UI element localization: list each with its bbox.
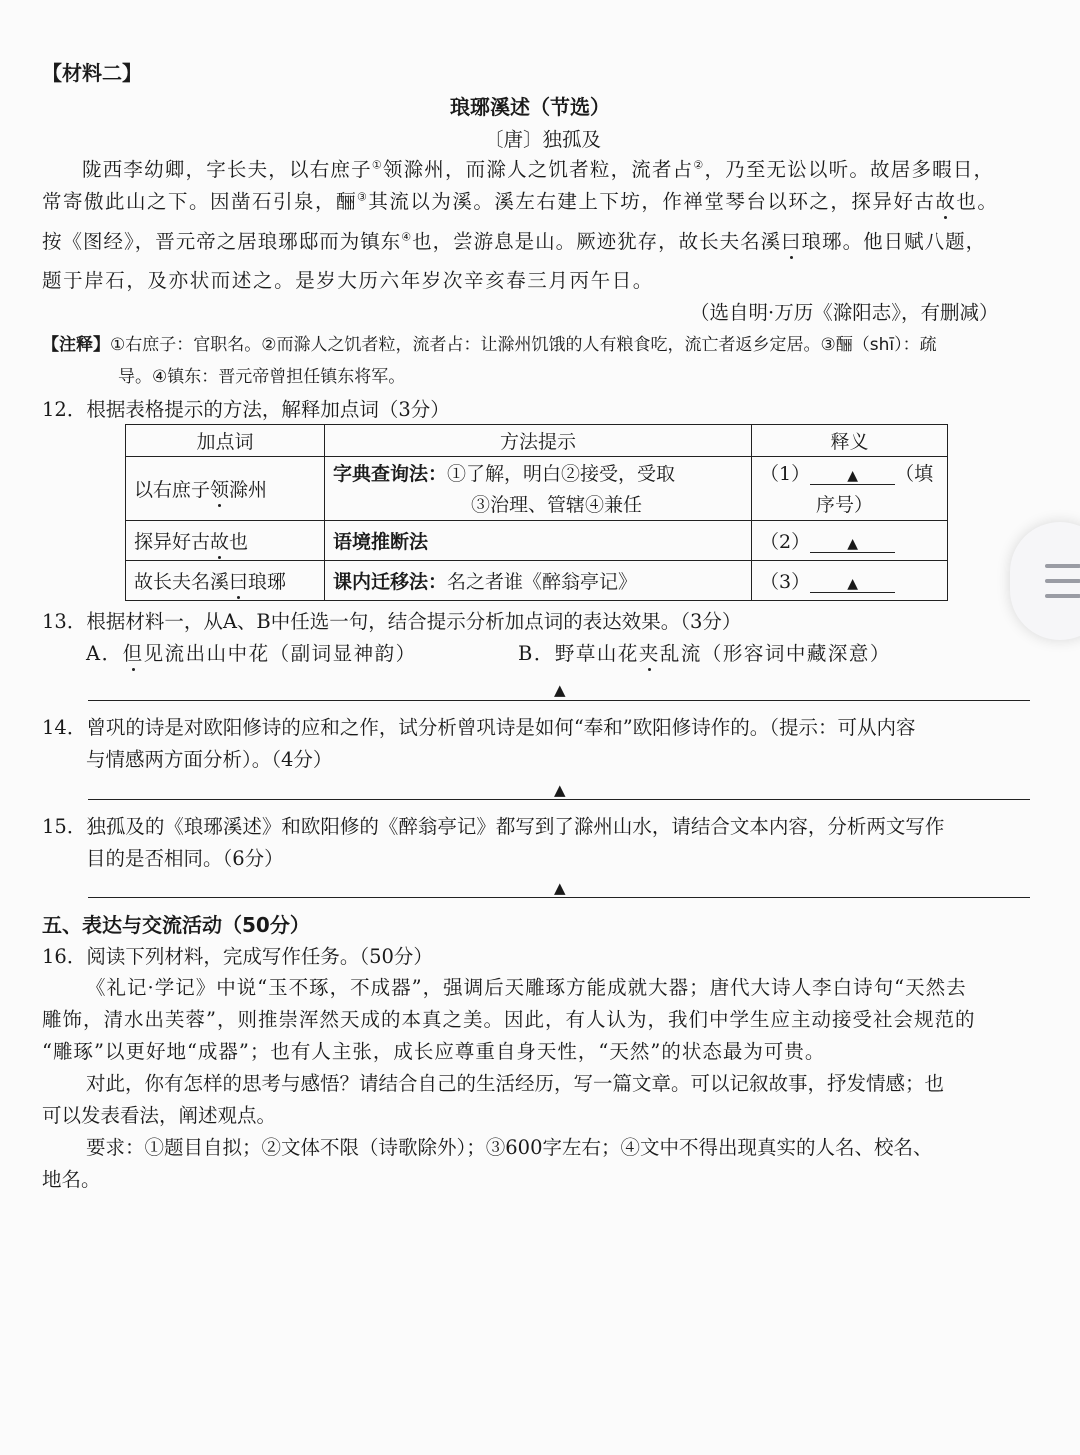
dotted-word-yue: 曰 — [781, 230, 802, 253]
row1-answer: （1） ▲ （填 序号） — [752, 457, 948, 521]
q16-line-2: 雕饰，清水出芙蓉”，则推崇浑然天成的本真之美。因此，有人认为，我们中学生应主动接受社会规范的 — [42, 1008, 976, 1031]
section-5-heading: 五、表达与交流活动（50分） — [42, 913, 310, 937]
table-row — [126, 457, 948, 521]
passage-source: （选自明·万历《滁阳志》，有删减） — [690, 301, 999, 324]
q15-line-1: 15．独孤及的《琅琊溪述》和欧阳修的《醉翁亭记》都写到了滁州山水，请结合文本内容，分析两文写作 — [42, 815, 945, 838]
q16-line-4: 对此，你有怎样的思考与感悟？请结合自己的生活经历，写一篇文章。可以记叙故事，抒发情感；也 — [86, 1072, 945, 1095]
q16-line-1: 《礼记·学记》中说“玉不琢，不成器”，强调后天雕琢方能成就大器；唐代大诗人李白诗句“天然去 — [86, 976, 967, 999]
answer-blank-2[interactable]: ▲ — [810, 536, 895, 553]
passage-line-1: 陇西李幼卿，字长夫，以右庶子①领滁州，而滁人之饥者粒，流者占②，乃至无讼以听。故居多暇日， — [82, 158, 995, 181]
row3-word: 故长夫名溪曰琅琊 — [126, 561, 325, 601]
answer-blank-3[interactable]: ▲ — [810, 576, 895, 593]
q15-line-2: 目的是否相同。（6分） — [86, 847, 284, 870]
footnote-ref-2: ② — [693, 158, 705, 172]
table-header-row — [126, 425, 948, 457]
row1-method: 字典查询法：①了解，明白②接受，受取 ③治理、管辖④兼任 — [325, 457, 752, 521]
q13-answer-line[interactable] — [88, 700, 1030, 701]
row2-answer: （2） ▲ — [752, 521, 948, 561]
material-title: 琅琊溪述（节选） — [450, 95, 610, 119]
q12-stem: 12．根据表格提示的方法，解释加点词（3分） — [42, 398, 450, 421]
q15-answer-mark: ▲ — [554, 879, 566, 897]
q13-stem: 13．根据材料一，从A、B中任选一句，结合提示分析加点词的表达效果。（3分） — [42, 610, 742, 633]
material-label: 【材料二】 — [42, 61, 142, 85]
q16-line-7: 地名。 — [42, 1168, 101, 1191]
footnote-ref-1: ① — [371, 158, 383, 172]
q13-answer-mark: ▲ — [554, 681, 566, 699]
header-word: 加点词 — [126, 425, 325, 457]
footnote-ref-3: ③ — [357, 190, 369, 204]
answer-blank-1[interactable]: ▲ — [810, 468, 895, 485]
q14-answer-mark: ▲ — [554, 781, 566, 799]
q16-stem: 16．阅读下列材料，完成写作任务。（50分） — [42, 945, 433, 968]
floating-menu-button[interactable] — [1010, 522, 1080, 640]
passage-line-2: 常寄傲此山之下。因凿石引泉，酾③其流以为溪。溪左右建上下坊，作禅堂琴台以环之，探异好古故也。 — [42, 190, 999, 213]
table-row — [126, 521, 948, 561]
material-author: 〔唐〕独孤及 — [484, 128, 602, 151]
q16-line-3: “雕琢”以更好地“成器”；也有人主张，成长应尊重自身天性，“天然”的状态最为可贵。 — [42, 1040, 826, 1063]
footnote-ref-4: ④ — [401, 230, 413, 244]
q14-line-1: 14．曾巩的诗是对欧阳修诗的应和之作，试分析曾巩诗是如何“奉和”欧阳修诗作的。（提示：可从内容 — [42, 716, 916, 739]
q16-line-6: 要求：①题目自拟；②文体不限（诗歌除外）；③600字左右；④文中不得出现真实的人名、校名、 — [86, 1136, 933, 1159]
header-meaning: 释义 — [752, 425, 948, 457]
row1-word: 以右庶子领滁州 — [126, 457, 325, 521]
row2-method: 语境推断法 — [325, 521, 752, 561]
notes-line-1: 【注释】①右庶子：官职名。②而滁人之饥者粒，流者占：让滁州饥饿的人有粮食吃，流亡者返乡定居。③酾（shī）：疏 — [42, 335, 937, 355]
table-row — [126, 561, 948, 601]
header-method: 方法提示 — [325, 425, 752, 457]
q14-answer-line[interactable] — [88, 799, 1030, 800]
row2-word: 探异好古故也 — [126, 521, 325, 561]
row3-answer: （3） ▲ — [752, 561, 948, 601]
q14-line-2: 与情感两方面分析）。（4分） — [86, 748, 333, 771]
q16-line-5: 可以发表看法，阐述观点。 — [42, 1104, 277, 1127]
q13-option-a: A．但见流出山中花（副词显神韵） — [86, 642, 417, 665]
menu-icon — [1045, 564, 1080, 568]
q15-answer-line[interactable] — [88, 897, 1030, 898]
passage-line-4: 题于岸石，及亦状而述之。是岁大历六年岁次辛亥春三月丙午日。 — [42, 269, 654, 292]
q13-option-b: B．野草山花夹乱流（形容词中藏深意） — [518, 642, 891, 665]
passage-line-3: 按《图经》，晋元帝之居琅琊邸而为镇东④也，尝游息是山。厥迹犹存，故长夫名溪曰琅琊。他日赋八题， — [42, 230, 987, 253]
row3-method: 课内迁移法：名之者谁《醉翁亭记》 — [325, 561, 752, 601]
q12-table — [125, 424, 948, 601]
dotted-word-gu: 故 — [935, 190, 957, 213]
notes-line-2: 导。④镇东：晋元帝曾担任镇东将军。 — [118, 367, 406, 387]
